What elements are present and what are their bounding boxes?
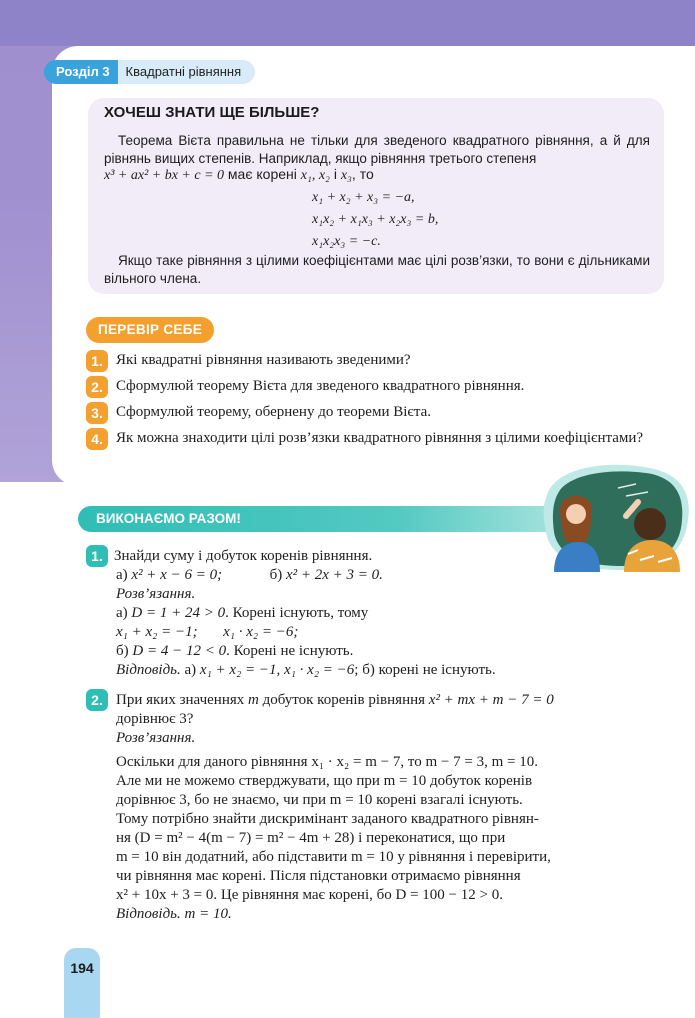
solution-a-text: . Корені існують, тому bbox=[225, 605, 369, 621]
answer-values: x₁ + x₂ = −1, x₁ · x₂ = −6 bbox=[199, 662, 355, 678]
eq-roots: x₁, x₂ bbox=[300, 168, 330, 183]
question-number: 4. bbox=[86, 428, 108, 450]
equation-b: x² + 2x + 3 = 0. bbox=[285, 567, 383, 583]
exercise-1-task: Знайди суму і добуток коренів рівняння. bbox=[114, 548, 373, 564]
know-more-box bbox=[88, 98, 664, 294]
solution-label: Розв’язання. bbox=[116, 586, 196, 602]
solution-line-1 bbox=[116, 604, 368, 623]
know-more-equation-line bbox=[104, 166, 374, 184]
page-number: 194 bbox=[70, 960, 94, 976]
exercise-2-task-end: дорівнює 3? bbox=[116, 711, 194, 727]
option-b-label: б) bbox=[269, 567, 283, 583]
question-number: 1. bbox=[86, 350, 108, 372]
eq-root3: x₃ bbox=[340, 168, 352, 183]
question-text: Сформулюй теорему, обернену до теореми Вієта. bbox=[116, 404, 431, 420]
question-item bbox=[86, 350, 656, 372]
solution-text-line: дорівнює 3, бо не знаємо, чи при m = 10 корені взагалі існують. bbox=[116, 792, 523, 808]
section-title: Квадратні рівняння bbox=[118, 60, 256, 84]
answer-line bbox=[116, 905, 232, 924]
roots-sum: x₁ + x₂ = −1; bbox=[116, 624, 198, 640]
cubic-equation: x³ + ax² + bx + c = 0 bbox=[104, 168, 225, 183]
question-item bbox=[86, 428, 656, 450]
answer-rest: ; б) корені не існують. bbox=[354, 662, 496, 678]
question-item bbox=[86, 402, 656, 424]
together-bar bbox=[78, 506, 608, 532]
eq-and: і bbox=[329, 166, 341, 182]
roots-product: x₁ · x₂ = −6; bbox=[223, 624, 299, 640]
page-number-tab bbox=[64, 948, 100, 1018]
know-more-paragraph-2: Якщо таке рівняння з цілими коефіцієнтами має цілі розв’язки, то вони є дільниками вільного члена. bbox=[104, 253, 650, 286]
solution-text-line: чи рівняння має корені. Після підстановки отримаємо рівняння bbox=[116, 868, 521, 884]
answer-a: а) bbox=[180, 662, 200, 678]
answer-label: Відповідь. bbox=[116, 906, 181, 922]
solution-line-2 bbox=[116, 623, 298, 642]
equation-a: x² + x − 6 = 0; bbox=[131, 567, 223, 583]
solution-b-label: б) bbox=[116, 643, 129, 659]
solution-text-line: ня (D = m² − 4(m − 7) = m² − 4m + 28) і переконатися, що при bbox=[116, 830, 506, 846]
solution-text-line: x² + 10x + 3 = 0. Це рівняння має корені, бо D = 100 − 12 > 0. bbox=[116, 887, 503, 903]
eq-text: має корені bbox=[224, 166, 301, 182]
exercise-number: 2. bbox=[86, 689, 108, 711]
classroom-photo bbox=[540, 462, 690, 572]
eq-end: , то bbox=[351, 166, 374, 182]
question-text: Сформулюй теорему Вієта для зведеного квадратного рівняння. bbox=[116, 378, 525, 394]
together-title: ВИКОНАЄМО РАЗОМ! bbox=[96, 511, 241, 526]
question-number: 3. bbox=[86, 402, 108, 424]
section-number: Розділ 3 bbox=[44, 60, 118, 84]
solution-text-line: Тому потрібно знайти дискримінант заданого квадратного рівнян- bbox=[116, 811, 539, 827]
know-more-paragraph: Теорема Вієта правильна не тільки для зведеного квадратного рівняння, а й для рівнянь вищих степенів. Наприклад, якщо рівняння третього степеня bbox=[104, 133, 650, 166]
solution-text-line: Але ми не можемо стверджувати, що при m = 10 добуток коренів bbox=[116, 773, 533, 789]
question-number: 2. bbox=[86, 376, 108, 398]
solution-a-label: а) bbox=[116, 605, 128, 621]
question-text: Які квадратні рівняння називають зведеними? bbox=[116, 352, 411, 368]
solution-text-line: Оскільки для даного рівняння x₁ · x₂ = m − 7, то m − 7 = 3, m = 10. bbox=[116, 754, 538, 770]
discriminant-b: D = 4 − 12 < 0 bbox=[132, 643, 227, 659]
know-more-title: ХОЧЕШ ЗНАТИ ЩЕ БІЛЬШЕ? bbox=[104, 104, 320, 121]
boy-hair bbox=[634, 508, 666, 540]
option-a-label: а) bbox=[116, 567, 128, 583]
answer-line bbox=[116, 661, 496, 680]
vieta-formula-pairs: x₁x₂ + x₁x₃ + x₂x₃ = b, bbox=[312, 212, 439, 227]
check-self-label: ПЕРЕВІР СЕБЕ bbox=[86, 317, 214, 343]
task-equation: x² + mx + m − 7 = 0 bbox=[428, 692, 554, 708]
exercise-1-equations bbox=[116, 566, 383, 585]
task-m: m bbox=[248, 692, 259, 708]
solution-text-line: m = 10 він додатний, або підставити m = 10 у рівняння і перевірити, bbox=[116, 849, 551, 865]
vieta-formula-sum: x₁ + x₂ + x₃ = −a, bbox=[312, 190, 415, 205]
question-text: Як можна знаходити цілі розв’язки квадратного рівняння з цілими коефіцієнтами? bbox=[116, 430, 644, 446]
answer-label: Відповідь. bbox=[116, 662, 181, 678]
solution-b-text: . Корені не існують. bbox=[226, 643, 354, 659]
section-tag bbox=[44, 60, 255, 84]
solution-label: Розв’язання. bbox=[116, 730, 196, 746]
solution-line-3 bbox=[116, 642, 353, 661]
question-item bbox=[86, 376, 656, 398]
task-start: При яких значеннях bbox=[116, 692, 248, 708]
vieta-formula-product: x₁x₂x₃ = −c. bbox=[312, 234, 381, 249]
task-mid: добуток коренів рівняння bbox=[258, 692, 429, 708]
girl-skin bbox=[566, 504, 586, 524]
exercise-2-task bbox=[116, 691, 554, 710]
top-band bbox=[0, 0, 695, 46]
answer-value: m = 10. bbox=[180, 906, 232, 922]
exercise-number: 1. bbox=[86, 545, 108, 567]
discriminant-a: D = 1 + 24 > 0 bbox=[131, 605, 226, 621]
